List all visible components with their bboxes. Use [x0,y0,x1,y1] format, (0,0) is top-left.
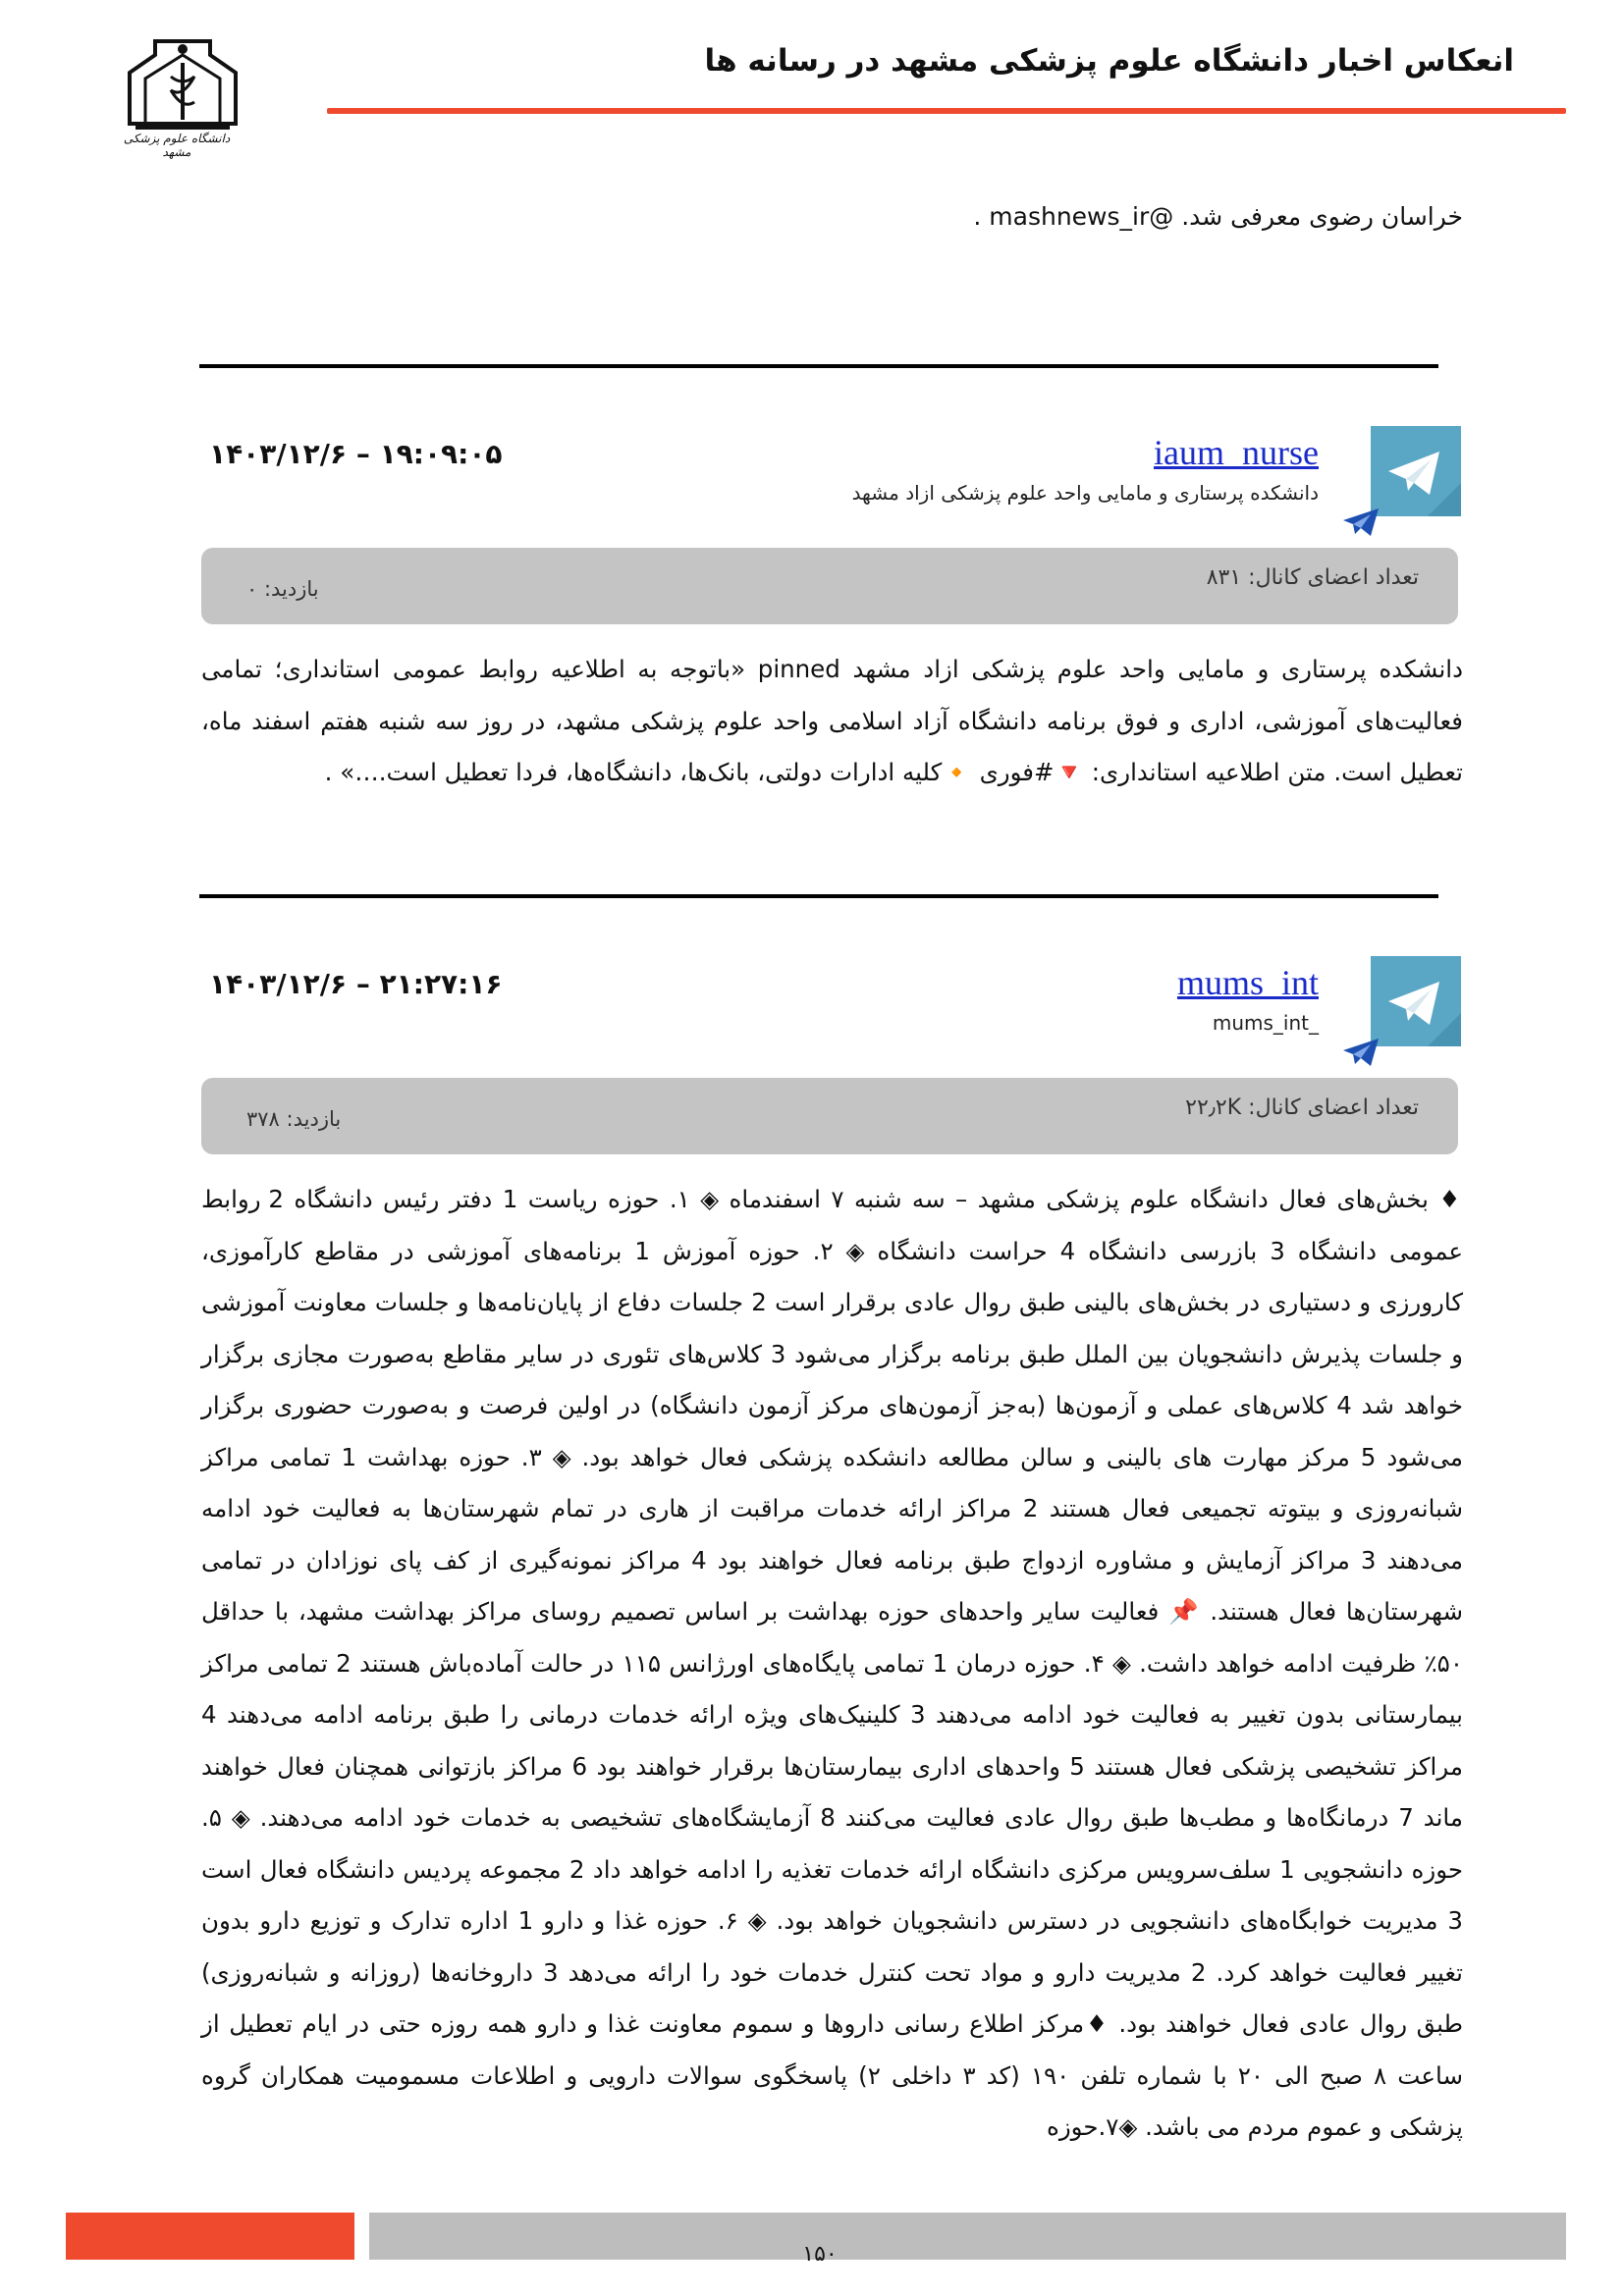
post-body: دانشکده پرستاری و مامایی واحد علوم پزشکی ازاد مشهد pinned «باتوجه به اطلاعیه روابط عمومی استانداری؛ تمامی فعالیت‌های آموزشی، اداری و فوق برنامه دانشگاه آزاد اسلامی واحد علوم پزشکی مشهد، در روز سه شنبه هفتم اسفند ماه، تعطیل است. متن اطلاعیه استانداری: 🔻#فوری 🔸کلیه ادارات دولتی، بانک‌ها، دانشگاه‌ها، فردا تعطیل است.…» . [201,655,1463,786]
channel-subtitle: دانشکده پرستاری و مامایی واحد علوم پزشکی ازاد مشهد [851,481,1319,505]
view-count: بازدید: ۰ [246,577,319,601]
channel-handle-link[interactable]: mums_int [1176,963,1319,1002]
document-title: انعکاس اخبار دانشگاه علوم پزشکی مشهد در رسانه ها [704,43,1514,79]
telegram-icon [1371,956,1461,1046]
post-timestamp: ۱۴۰۳/۱۲/۶ – ۱۹:۰۹:۰۵ [209,438,503,470]
logo-caption: دانشگاه علوم پزشکی مشهد [123,132,231,159]
footer-accent-bar [66,2213,354,2260]
telegram-badge-icon [1341,1037,1380,1068]
stats-bar [201,548,1458,624]
post-body: ♦ بخش‌های فعال دانشگاه علوم پزشکی مشهد – سه شنبه ۷ اسفندماه ◈ ۱. حوزه ریاست 1 دفتر رئیس دانشگاه 2 روابط عمومی دانشگاه 3 بازرسی دانشگاه 4 حراست دانشگاه ◈ ۲. حوزه آموزش 1 برنامه‌های آموزشی در مقاطع کارآموزی، کارورزی و دستیاری در بخش‌های بالینی طبق روال عادی برقرار است 2 جلسات دفاع از پایان‌نامه‌ها و جلسات معاونت آموزشی و جلسات پذیرش دانشجویان بین الملل طبق برنامه برگزار می‌شود 3 کلاس‌های تئوری در سایر مقاطع به‌صورت مجازی برگزار خواهد شد 4 کلاس‌های عملی و آزمون‌ها (به‌جز آزمون‌های مرکز آزمون دانشگاه) در اولین فرصت و به‌صورت حضوری برگزار می‌شود 5 مرکز مهارت های بالینی و سالن مطالعه دانشکده پزشکی فعال خواهد بود. ◈ ۳. حوزه بهداشت 1 تمامی مراکز شبانه‌روزی و بیتوته تجمیعی فعال هستند 2 مراکز ارائه خدمات مراقبت از هاری در تمام شهرستان‌ها به فعالیت خود ادامه می‌دهند 3 مراکز آزمایش و مشاوره ازدواج طبق برنامه فعال خواهند بود 4 مراکز نمونه‌گیری از کف پای نوزادان در تمامی شهرستان‌ها فعال هستند. 📌 فعالیت سایر واحدهای حوزه بهداشت بر اساس تصمیم روسای مراکز بهداشت مشهد، با حداقل ۵۰٪ ظرفیت ادامه خواهد داشت. ◈ ۴. حوزه درمان 1 تمامی پایگاه‌های اورژانس ۱۱۵ در حالت آماده‌باش هستند 2 تمامی مراکز بیمارستانی بدون تغییر به فعالیت خود ادامه می‌دهند 3 کلینیک‌های ویژه ارائه خدمات درمانی را طبق برنامه ادامه می‌دهند 4 مراکز تشخیصی پزشکی فعال هستند 5 واحدهای اداری بیمارستان‌ها برقرار خواهند بود 6 مراکز بازتوانی همچنان فعال خواهند ماند 7 درمانگاه‌ها و مطب‌ها طبق روال عادی فعالیت می‌کنند 8 آزمایشگاه‌های تشخیصی به خدمات خود ادامه می‌دهند. ◈ ۵. حوزه دانشجویی 1 سلف‌سرویس مرکزی دانشگاه ارائه خدمات تغذیه را ادامه خواهد داد 2 مجموعه پردیس دانشگاه فعال است 3 مدیریت خوابگاه‌های دانشجویی در دسترس دانشجویان خواهد بود. ◈ ۶. حوزه غذا و دارو 1 اداره تدارک و توزیع دارو بدون تغییر فعالیت خواهد کرد. 2 مدیریت دارو و مواد تحت کنترل خدمات خود را ارائه می‌دهد 3 داروخانه‌ها (روزانه و شبانه‌روزی) طبق روال عادی فعال خواهند بود. ♦مرکز اطلاع رسانی داروها و سموم معاونت غذا و دارو همه روزه حتی در ایام تعطیل از ساعت ۸ صبح الی ۲۰ با شماره تلفن ۱۹۰ (کد ۳ داخلی ۲) پاسخگوی سوالات دارویی و اطلاعات مسمومیت همکاران گروه پزشکی و عموم مردم می باشد. ◈۷.حوزه [201,1185,1464,2141]
channel-subtitle: mums_int_ [1212,1011,1319,1035]
page-number: ۱۵۰ [802,2242,838,2267]
member-count: تعداد اعضای کانال: ۸۳۱ [1206,565,1419,590]
channel-handle-link[interactable]: iaum_nurse [1154,433,1319,472]
footer-bar [369,2213,1566,2260]
post-divider [199,364,1438,368]
telegram-badge-icon [1341,507,1380,538]
post-divider [199,894,1438,898]
stats-bar [201,1078,1458,1154]
header-rule [327,108,1566,114]
member-count: تعداد اعضای کانال: ۲۲٫۲K [1185,1095,1419,1120]
intro-line: خراسان رضوی معرفی شد. @mashnews_ir . [973,202,1463,231]
view-count: بازدید: ۳۷۸ [246,1107,342,1131]
post-timestamp: ۱۴۰۳/۱۲/۶ – ۲۱:۲۷:۱۶ [209,968,503,1000]
telegram-icon [1371,426,1461,516]
